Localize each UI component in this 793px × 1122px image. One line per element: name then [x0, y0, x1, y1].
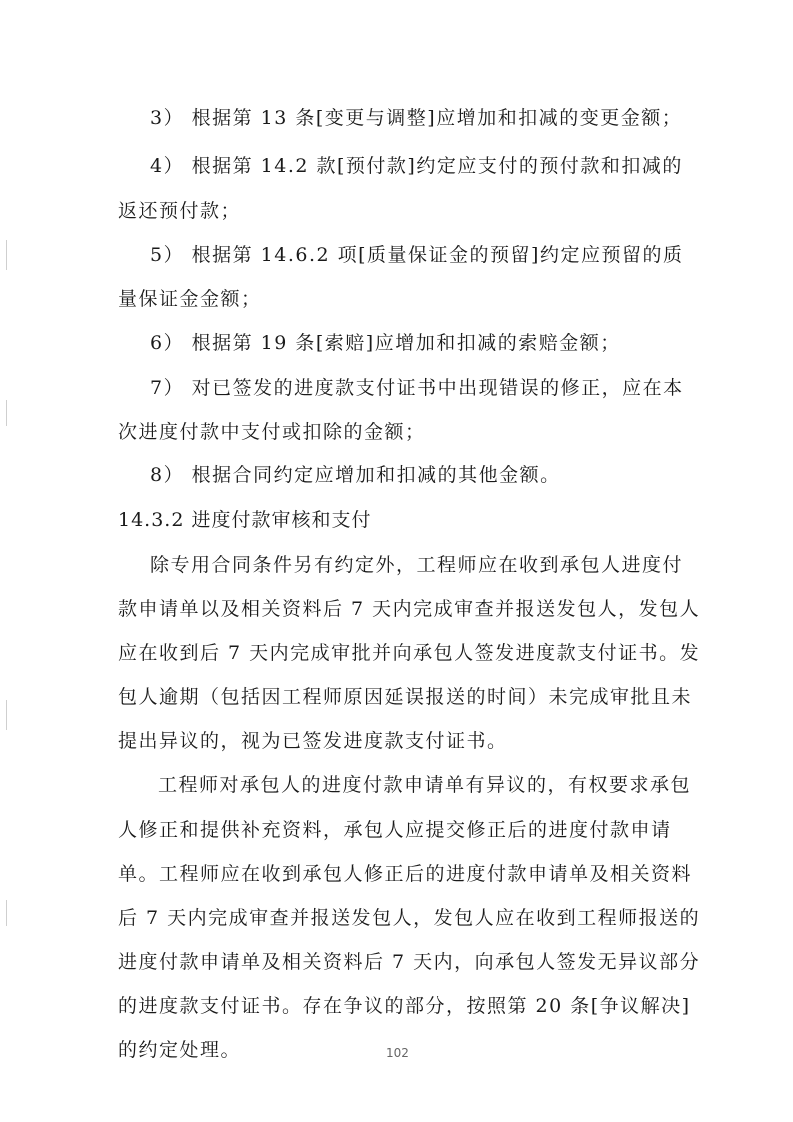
list-item-8: 8） 根据合同约定应增加和扣减的其他金额。: [150, 464, 561, 486]
page-number: 102: [386, 1046, 409, 1060]
list-item-5-line2: 量保证金金额；: [118, 288, 262, 310]
scan-mark: [6, 900, 7, 926]
list-item-6: 6） 根据第 19 条[索赔]应增加和扣减的索赔金额；: [150, 332, 621, 354]
list-item-5-line1: 5） 根据第 14.6.2 项[质量保证金的预留]约定应预留的质: [150, 244, 684, 266]
list-item-7-line1: 7） 对已签发的进度款支付证书中出现错误的修正，应在本: [150, 377, 684, 399]
section-heading: 14.3.2 进度付款审核和支付: [118, 509, 372, 531]
paragraph-1-line: 应在收到后 7 天内完成审批并向承包人签发进度款支付证书。发: [118, 642, 701, 664]
paragraph-1-line: 提出异议的，视为已签发进度款支付证书。: [118, 730, 508, 752]
paragraph-2-line: 的约定处理。: [118, 1039, 242, 1061]
scan-mark: [6, 400, 7, 426]
list-item-4-line1: 4） 根据第 14.2 款[预付款]约定应支付的预付款和扣减的: [150, 155, 683, 177]
paragraph-1-line: 款申请单以及相关资料后 7 天内完成审查并报送发包人，发包人: [118, 598, 701, 620]
paragraph-2-line: 人修正和提供补充资料，承包人应提交修正后的进度付款申请: [118, 819, 672, 841]
scan-mark: [6, 240, 7, 270]
paragraph-2-line: 后 7 天内完成审查并报送发包人，发包人应在收到工程师报送的: [118, 907, 701, 929]
paragraph-2-line: 工程师对承包人的进度付款申请单有异议的，有权要求承包: [158, 774, 692, 796]
paragraph-1-line: 包人逾期（包括因工程师原因延误报送的时间）未完成审批且未: [118, 686, 693, 708]
paragraph-2-line: 单。工程师应在收到承包人修正后的进度付款申请单及相关资料: [118, 863, 693, 885]
paragraph-2-line: 进度付款申请单及相关资料后 7 天内，向承包人签发无异议部分: [118, 951, 701, 973]
paragraph-1-line: 除专用合同条件另有约定外，工程师应在收到承包人进度付: [150, 554, 684, 576]
paragraph-2-line: 的进度款支付证书。存在争议的部分，按照第 20 条[争议解决]: [118, 995, 691, 1017]
list-item-3: 3） 根据第 13 条[变更与调整]应增加和扣减的变更金额；: [150, 107, 683, 129]
list-item-7-line2: 次进度付款中支付或扣除的金额；: [118, 421, 426, 443]
list-item-4-line2: 返还预付款；: [118, 200, 242, 222]
scan-mark: [6, 700, 7, 730]
